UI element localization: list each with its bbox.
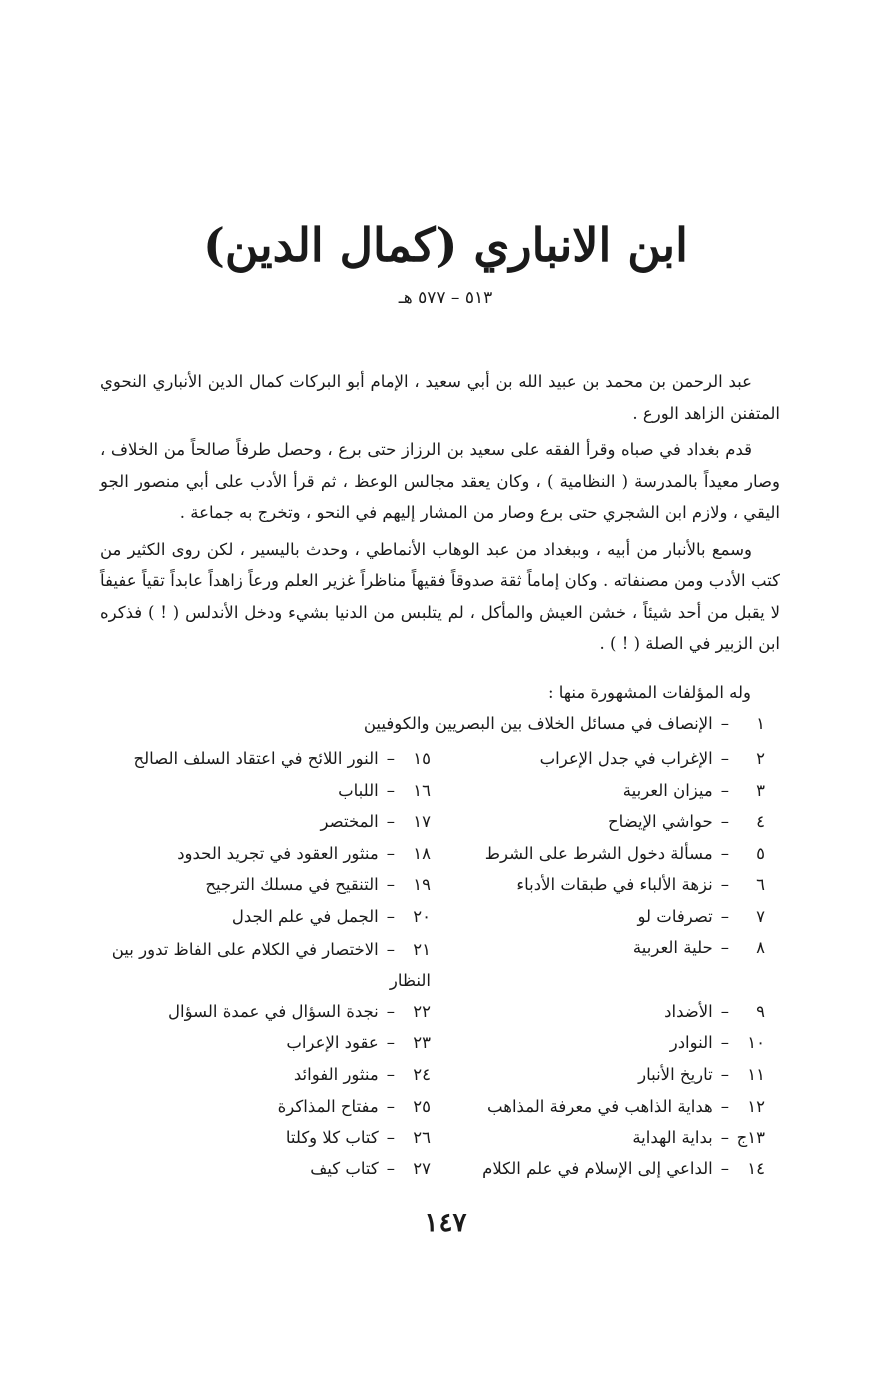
item-number: ١ (756, 714, 765, 733)
item-title: الإنصاف في مسائل الخلاف بين البصريين والكوفيين (363, 714, 713, 733)
item-number: ١٢ (747, 1097, 765, 1116)
list-item: ١١–تاريخ الأنبار (638, 1061, 765, 1089)
item-title: هداية الذاهب في معرفة المذاهب (487, 1097, 713, 1116)
page-title: ابن الانباري (كمال الدين) (203, 218, 688, 272)
item-title: النوادر (669, 1033, 713, 1052)
list-item: ٤–حواشي الإيضاح (608, 808, 765, 836)
list-item: ٢١–الاختصار في الكلام على الفاظ تدور بين النظار (91, 934, 431, 996)
item-number: ٢٧ (413, 1159, 431, 1178)
item-number: ٨ (756, 938, 765, 957)
list-item: ١٣ج–بداية الهداية (632, 1124, 765, 1152)
item-title: الأضداد (664, 1002, 713, 1021)
item-title: نجدة السؤال في عمدة السؤال (168, 1002, 379, 1021)
list-item: ٢٦–كتاب كلا وكلتا (286, 1124, 431, 1152)
item-number: ٢٦ (413, 1128, 431, 1147)
item-number: ٢٤ (413, 1065, 431, 1084)
item-title: مسألة دخول الشرط على الشرط (484, 844, 713, 863)
item-number: ٢١ (413, 940, 431, 959)
item-number: ١٨ (413, 844, 431, 863)
item-number: ١٤ (747, 1159, 765, 1178)
item-number: ١٦ (413, 781, 431, 800)
list-item: ٢٠–الجمل في علم الجدل (232, 903, 431, 931)
item-number: ٩ (756, 1002, 765, 1021)
list-item: ١٧–المختصر (321, 808, 431, 836)
item-title: ميزان العربية (622, 781, 713, 800)
item-title: الداعي إلى الإسلام في علم الكلام (482, 1159, 713, 1178)
paragraph: وسمع بالأنبار من أبيه ، وببغداد من عبد الوهاب الأنماطي ، وحدث باليسير ، لكن روى الكثير من كتب الأدب ومن مصنفاته . وكان إماماً ثقة صدوقاً فقيهاً مناظراً غزير العلم ورعاً زاهداً عابداً تقياً عفيفاً لا يقبل من أحد شيئاً ، خشن العيش والمأكل ، لم يتلبس من الدنيا بشيء ودخل الأندلس ( ! ) فذكره ابن الزبير في الصلة ( ! ) . (100, 539, 780, 653)
list-item: ٧–تصرفات لو (638, 903, 766, 931)
item-title: بداية الهداية (632, 1128, 713, 1147)
list-item: ٨–حلية العربية (633, 934, 765, 962)
list-item: ٢–الإغراب في جدل الإعراب (540, 745, 765, 773)
item-title: منثور الفوائد (293, 1065, 379, 1084)
item-number: ٧ (756, 907, 765, 926)
item-title: التنقيح في مسلك الترجيح (205, 875, 379, 894)
list-item: ٢٧–كتاب كيف (310, 1155, 431, 1183)
item-title: المختصر (320, 812, 379, 831)
item-number: ١٠ (747, 1033, 765, 1052)
list-item: ٢٥–مفتاح المذاكرة (278, 1093, 431, 1121)
biography-text (100, 366, 780, 660)
list-item: ١٥–النور اللائح في اعتقاد السلف الصالح (133, 745, 431, 773)
item-number: ١٩ (413, 875, 431, 894)
item-title: اللباب (338, 781, 379, 800)
list-item: ١٢–هداية الذاهب في معرفة المذاهب (487, 1093, 765, 1121)
item-number: ١٣ج (736, 1128, 765, 1147)
item-number: ٢ (756, 749, 765, 768)
paragraph: عبد الرحمن بن محمد بن عبيد الله بن أبي سعيد ، الإمام أبو البركات كمال الدين الأنباري النحوي المتفنن الزاهد الورع . (100, 372, 780, 423)
item-title: عقود الإعراب (286, 1033, 379, 1052)
item-title: مفتاح المذاكرة (277, 1097, 379, 1116)
list-item: ٩–الأضداد (664, 998, 765, 1026)
list-item: ٦–نزهة الألباء في طبقات الأدباء (516, 871, 765, 899)
item-title: حلية العربية (632, 938, 713, 957)
list-item: ١٠–النوادر (670, 1029, 765, 1057)
item-number: ٦ (756, 875, 765, 894)
list-item: ١٨–منثور العقود في تجريد الحدود (177, 840, 431, 868)
item-title: نزهة الألباء في طبقات الأدباء (516, 875, 713, 894)
list-item: ١٦–اللباب (338, 777, 431, 805)
lifespan-dates: ٥١٣ – ٥٧٧ هـ (398, 288, 493, 308)
item-number: ٣ (756, 781, 765, 800)
item-title: الإغراب في جدل الإعراب (539, 749, 713, 768)
item-number: ٢٥ (413, 1097, 431, 1116)
item-number: ٢٣ (413, 1033, 431, 1052)
item-title: تصرفات لو (637, 907, 713, 926)
list-item: ٢٤–منثور الفوائد (294, 1061, 431, 1089)
list-item: ١٤–الداعي إلى الإسلام في علم الكلام (482, 1155, 765, 1183)
item-title: كتاب كيف (310, 1159, 379, 1178)
item-number: ٥ (756, 844, 765, 863)
item-title: حواشي الإيضاح (608, 812, 713, 831)
list-item: ٥–مسألة دخول الشرط على الشرط (485, 840, 765, 868)
item-number: ١١ (747, 1065, 765, 1084)
item-title: منثور العقود في تجريد الحدود (177, 844, 379, 863)
item-title: تاريخ الأنبار (638, 1065, 713, 1084)
item-title: النور اللائح في اعتقاد السلف الصالح (133, 749, 379, 768)
list-item: ٣–ميزان العربية (623, 777, 765, 805)
item-number: ٢٠ (413, 907, 431, 926)
list-item: ١–الإنصاف في مسائل الخلاف بين البصريين والكوفيين (363, 714, 765, 733)
item-number: ٢٢ (413, 1002, 431, 1021)
item-number: ٤ (756, 812, 765, 831)
item-title: كتاب كلا وكلتا (285, 1128, 379, 1147)
works-list-intro: وله المؤلفات المشهورة منها : (547, 683, 751, 702)
item-number: ١٥ (413, 749, 431, 768)
list-item: ٢٣–عقود الإعراب (286, 1029, 431, 1057)
paragraph: قدم بغداد في صباه وقرأ الفقه على سعيد بن الرزاز حتى برع ، وحصل طرفاً صالحاً من الخلاف ، وصار معيداً بالمدرسة ( النظامية ) ، وكان يعقد مجالس الوعظ ، ثم قرأ الأدب على أبي منصور الجو اليقي ، ولازم ابن الشجري حتى برع وصار من المشار إليهم في النحو ، وتخرج به جماعة . (100, 440, 780, 522)
item-title: الجمل في علم الجدل (231, 907, 379, 926)
page-number: ١٤٧ (424, 1208, 467, 1238)
list-item: ٢٢–نجدة السؤال في عمدة السؤال (168, 998, 431, 1026)
list-item: ١٩–التنقيح في مسلك الترجيح (205, 871, 431, 899)
item-title: الاختصار في الكلام على الفاظ تدور بين النظار (111, 940, 431, 990)
item-number: ١٧ (413, 812, 431, 831)
